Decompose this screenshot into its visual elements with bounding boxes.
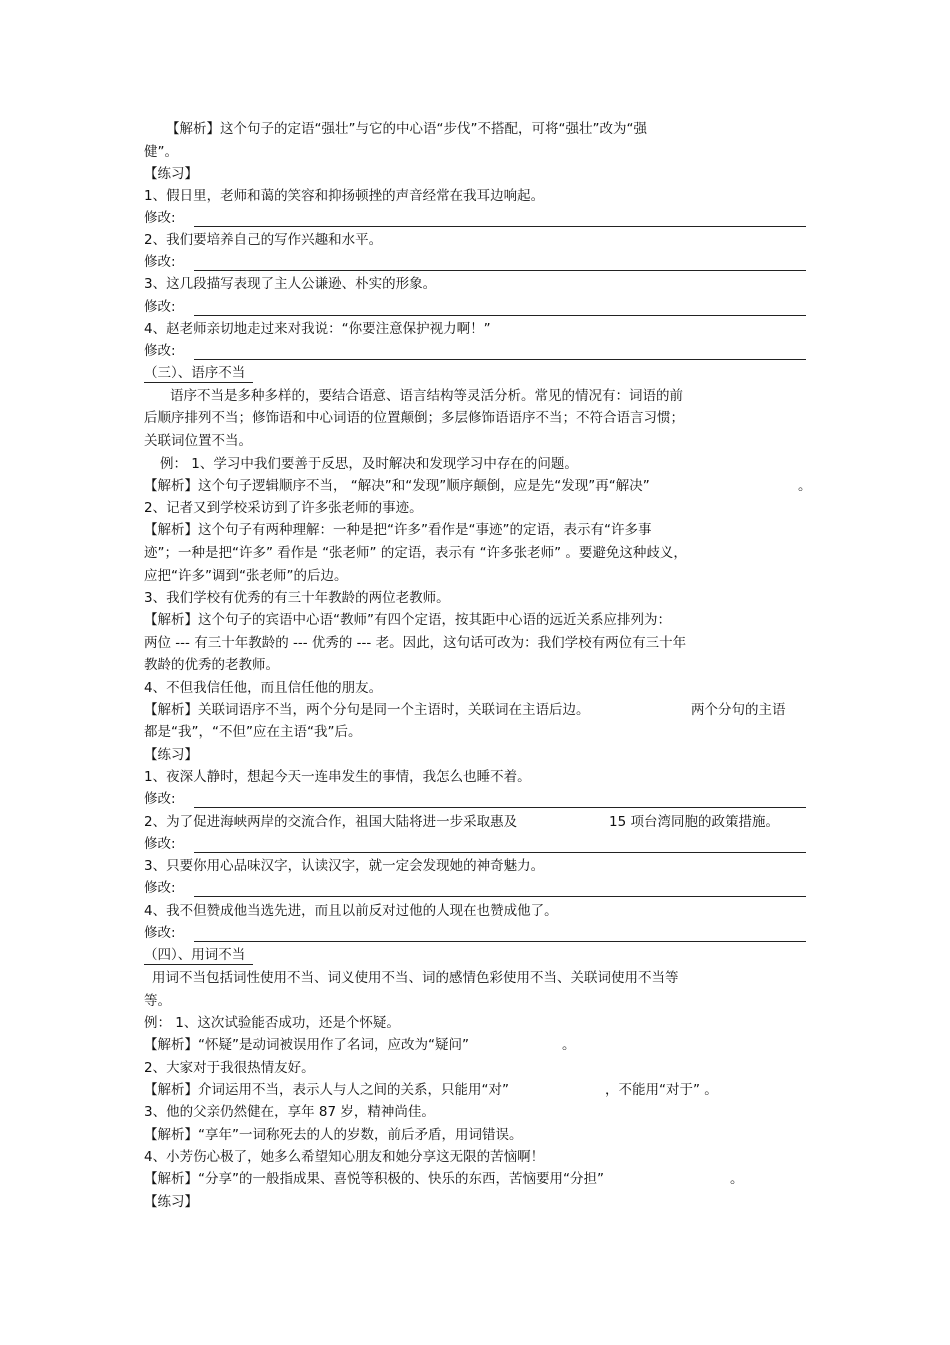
- answer-line: [194, 359, 806, 360]
- text-fragment: 15 项台湾同胞的政策措施。: [609, 814, 779, 830]
- revision-label: 修改:: [144, 210, 176, 226]
- text-fragment: ，不能用“对于” 。: [605, 1082, 718, 1098]
- text-line: 【解析】关联词语序不当，两个分句是同一个主语时，关联词在主语后边。: [144, 702, 590, 718]
- text-line: 【练习】: [144, 166, 198, 182]
- text-line: 2、大家对于我很热情友好。: [144, 1060, 315, 1076]
- text-line: 【解析】这个句子的定语“强壮”与它的中心语“步伐”不搭配，可将“强壮”改为“强: [166, 121, 647, 137]
- text-line: 4、赵老师亲切地走过来对我说：“你要注意保护视力啊！”: [144, 321, 491, 337]
- text-line: 例： 1、学习中我们要善于反思，及时解决和发现学习中存在的问题。: [160, 456, 578, 472]
- revision-label: 修改:: [144, 880, 176, 896]
- text-line: 1、夜深人静时，想起今天一连串发生的事情，我怎么也睡不着。: [144, 769, 531, 785]
- answer-line: [194, 807, 806, 808]
- text-line: 都是“我”，“不但”应在主语“我”后。: [144, 724, 362, 740]
- text-line: 教龄的优秀的老教师。: [144, 657, 279, 673]
- answer-line: [194, 852, 806, 853]
- revision-label: 修改:: [144, 836, 176, 852]
- text-line: 【解析】“享年”一词称死去的人的岁数，前后矛盾，用词错误。: [144, 1127, 523, 1143]
- answer-line: [194, 315, 806, 316]
- revision-label: 修改:: [144, 254, 176, 270]
- text-line: 3、我们学校有优秀的有三十年教龄的两位老教师。: [144, 590, 450, 606]
- text-line: 例： 1、这次试验能否成功，还是个怀疑。: [144, 1015, 400, 1031]
- text-line: 两位 --- 有三十年教龄的 --- 优秀的 --- 老。因此，这句话可改为：我们学校有两位有三十年: [144, 635, 687, 651]
- answer-line: [194, 270, 806, 271]
- text-line: 【解析】介词运用不当，表示人与人之间的关系，只能用“对”: [144, 1082, 509, 1098]
- text-line: 4、小芳伤心极了，她多么希望知心朋友和她分享这无限的苦恼啊！: [144, 1149, 545, 1165]
- text-fragment: 。: [798, 478, 812, 494]
- text-line: 【解析】“分享”的一般指成果、喜悦等积极的、快乐的东西，苦恼要用“分担”: [144, 1171, 604, 1187]
- text-line: 语序不当是多种多样的，要结合语意、语言结构等灵活分析。常见的情况有：词语的前: [170, 388, 683, 404]
- revision-label: 修改:: [144, 791, 176, 807]
- text-line: 后顺序排列不当；修饰语和中心词语的位置颠倒；多层修饰语语序不当；不符合语言习惯；: [144, 410, 684, 426]
- text-line: 【解析】这个句子有两种理解：一种是把“许多”看作是“事迹”的定语，表示有“许多事: [144, 522, 652, 538]
- text-line: 3、只要你用心品味汉字，认读汉字，就一定会发现她的神奇魅力。: [144, 858, 545, 874]
- section-heading: （三）、语序不当: [144, 364, 253, 383]
- text-fragment: 。: [730, 1171, 744, 1187]
- text-line: 【解析】“怀疑”是动词被误用作了名词，应改为“疑问”: [144, 1037, 469, 1053]
- answer-line: [194, 941, 806, 942]
- text-fragment: 两个分句的主语: [691, 702, 786, 718]
- text-line: 【练习】: [144, 1194, 198, 1210]
- text-line: 关联词位置不当。: [144, 433, 252, 449]
- text-line: 【解析】这个句子逻辑顺序不当， “解决”和“发现”顺序颠倒，应是先“发现”再“解决”: [144, 478, 650, 494]
- text-line: 迹”；一种是把“许多” 看作是 “张老师” 的定语，表示有 “许多张老师” 。要避免这种歧义，: [144, 545, 687, 561]
- revision-label: 修改:: [144, 343, 176, 359]
- answer-line: [194, 896, 806, 897]
- text-line: 3、这几段描写表现了主人公谦逊、朴实的形象。: [144, 276, 437, 292]
- text-line: 3、他的父亲仍然健在，享年 87 岁，精神尚佳。: [144, 1104, 435, 1120]
- text-line: 2、记者又到学校采访到了许多张老师的事迹。: [144, 500, 423, 516]
- revision-label: 修改:: [144, 299, 176, 315]
- text-line: 4、我不但赞成他当选先进，而且以前反对过他的人现在也赞成他了。: [144, 903, 558, 919]
- revision-label: 修改:: [144, 925, 176, 941]
- text-line: 4、不但我信任他，而且信任他的朋友。: [144, 680, 383, 696]
- text-line: 应把“许多”调到“张老师”的后边。: [144, 568, 348, 584]
- text-line: 2、为了促进海峡两岸的交流合作，祖国大陆将进一步采取惠及: [144, 814, 518, 830]
- text-line: 【解析】这个句子的宾语中心语“教师”有四个定语，按其距中心语的远近关系应排列为：: [144, 612, 671, 628]
- section-heading: （四）、用词不当: [144, 946, 253, 965]
- text-fragment: 。: [562, 1037, 576, 1053]
- text-line: 等。: [144, 993, 171, 1009]
- text-line: 【练习】: [144, 747, 198, 763]
- text-line: 健”。: [144, 144, 178, 160]
- answer-line: [194, 226, 806, 227]
- text-line: 用词不当包括词性使用不当、词义使用不当、词的感情色彩使用不当、关联词使用不当等: [152, 970, 679, 986]
- text-line: 1、假日里，老师和蔼的笑容和抑扬顿挫的声音经常在我耳边响起。: [144, 188, 545, 204]
- text-line: 2、我们要培养自己的写作兴趣和水平。: [144, 232, 383, 248]
